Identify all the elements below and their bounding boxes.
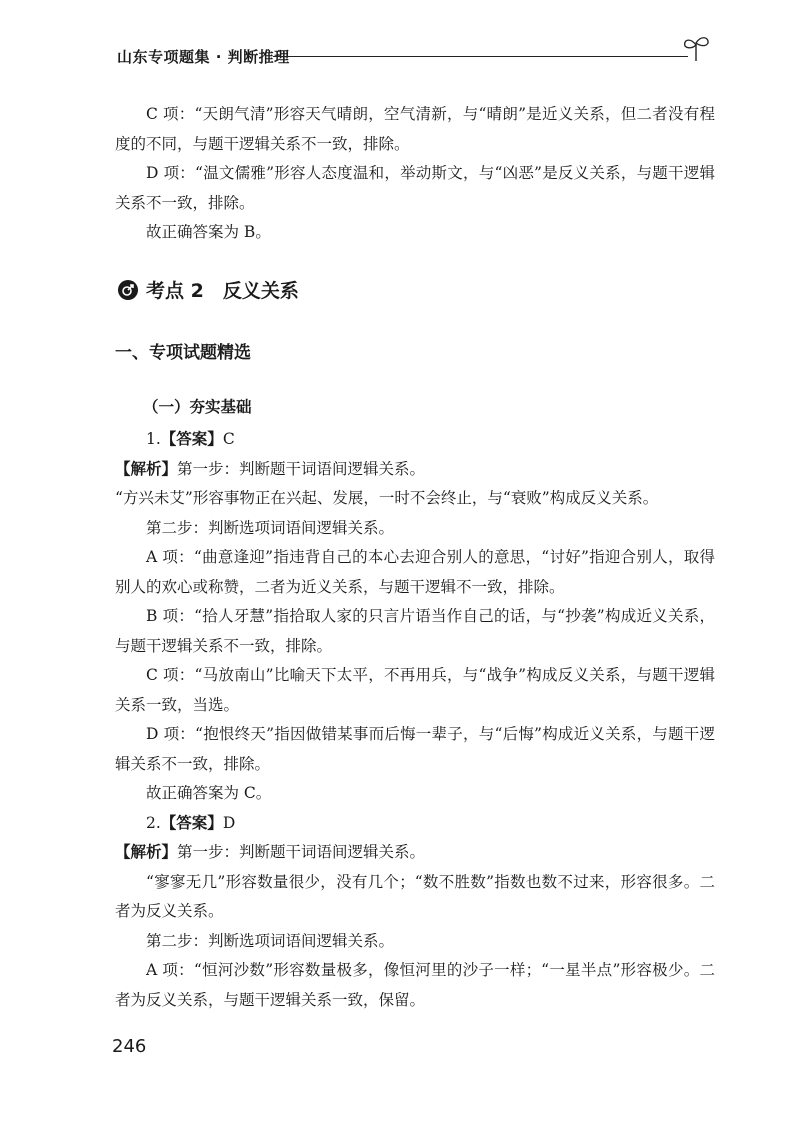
q2-step1-line xyxy=(115,838,715,868)
q1-answer-line xyxy=(115,425,715,455)
q1-conclusion: 故正确答案为 C。 xyxy=(146,784,272,802)
header-title: 山东专项题集 · 判断推理 xyxy=(117,48,290,66)
running-header xyxy=(95,44,715,66)
intro-block xyxy=(115,100,715,248)
bullseye-icon xyxy=(118,280,138,300)
q2-option-a: A 项：“恒河沙数”形容数量极多，像恒河里的沙子一样；“一星半点”形容极少。二者为反义关系，与题干逻辑关系一致，保留。 xyxy=(115,961,715,1009)
q1-option-c: C 项：“马放南山”比喻天下太平，不再用兵，与“战争”构成反义关系，与题干逻辑关系一致，当选。 xyxy=(115,666,715,714)
q2-number: 2. xyxy=(146,813,161,832)
q2-stem-relation: “寥寥无几”形容数量很少，没有几个；“数不胜数”指数也数不过来，形容很多。二者为反义关系。 xyxy=(115,872,715,920)
q1-stem-relation: “方兴未艾”形容事物正在兴起、发展，一时不会终止，与“衰败”构成反义关系。 xyxy=(115,489,659,507)
q2-answer: D xyxy=(222,813,236,832)
q1-option-b: B 项：“拾人牙慧”指拾取人家的只言片语当作自己的话，与“抄袭”构成近义关系，与题干逻辑关系不一致，排除。 xyxy=(115,607,715,655)
page-number: 246 xyxy=(112,1036,147,1057)
section-title: 考点 2 反义关系 xyxy=(146,280,299,302)
option-d-paragraph: D 项：“温文儒雅”形容人态度温和，举动斯文，与“凶恶”是反义关系，与题干逻辑关系不一致，排除。 xyxy=(115,164,715,212)
heading-level-1: 一、专项试题精选 xyxy=(115,343,251,363)
q1-analysis-label: 【解析】 xyxy=(115,459,178,478)
option-c-paragraph: C 项：“天朗气清”形容天气晴朗，空气清新，与“晴朗”是近义关系，但二者没有程度的不同，与题干逻辑关系不一致，排除。 xyxy=(115,105,715,153)
q1-option-a: A 项：“曲意逢迎”指违背自己的本心去迎合别人的意思，“讨好”指迎合别人，取得别人的欢心或称赞，二者为近义关系，与题干逻辑不一致，排除。 xyxy=(115,548,715,596)
q1-step1: 第一步：判断题干词语间逻辑关系。 xyxy=(177,459,426,478)
section-heading xyxy=(118,276,299,303)
q2-answer-label: 【答案】 xyxy=(160,813,223,832)
sprout-icon xyxy=(681,34,711,66)
q1-number: 1. xyxy=(146,430,161,448)
conclusion-paragraph: 故正确答案为 B。 xyxy=(146,223,271,241)
heading-level-2: （一）夯实基础 xyxy=(143,398,252,416)
q2-answer-line xyxy=(115,809,715,839)
header-rule xyxy=(273,56,688,57)
q2-step2: 第二步：判断选项词语间逻辑关系。 xyxy=(146,931,395,950)
question-1 xyxy=(115,425,715,1015)
q2-step1: 第一步：判断题干词语间逻辑关系。 xyxy=(177,843,426,861)
q2-analysis-label: 【解析】 xyxy=(115,843,178,861)
q1-answer: C xyxy=(222,430,235,448)
q1-step2: 第二步：判断选项词语间逻辑关系。 xyxy=(146,518,395,537)
q1-option-d: D 项：“抱恨终天”指因做错某事而后悔一辈子，与“后悔”构成近义关系，与题干逻辑关系不一致，排除。 xyxy=(115,725,715,773)
q1-step1-line xyxy=(115,455,715,485)
q1-answer-label: 【答案】 xyxy=(160,430,223,448)
